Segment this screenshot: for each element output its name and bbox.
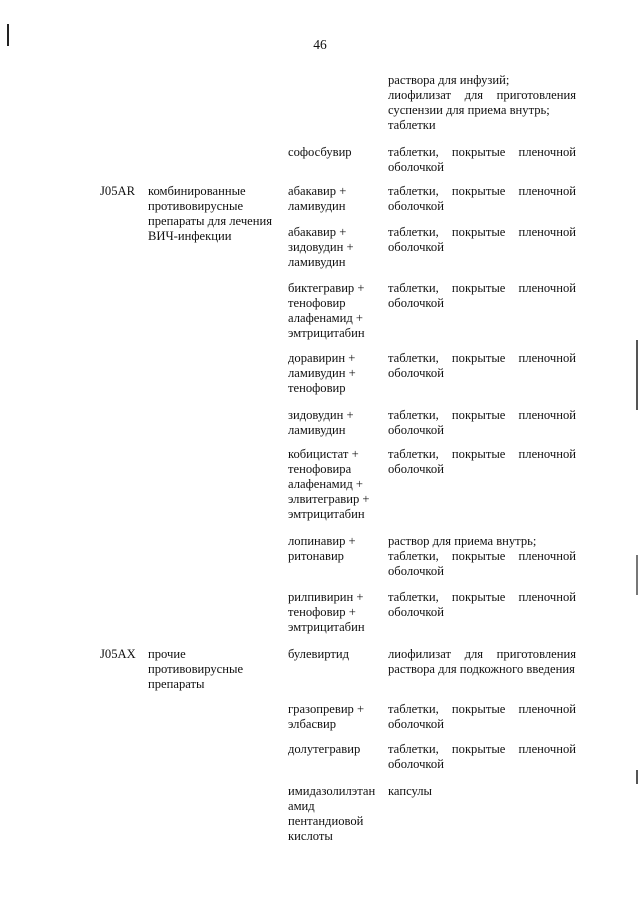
medicine-name: биктегравир + тенофовир алафенамид + эмтрицитабин [288,281,365,340]
medicine-name: софосбувир [288,145,352,159]
dosage-form: раствор для приема внутрь; таблетки, покрытые пленочной оболочкой [388,534,576,578]
medicine-name: лопинавир + ритонавир [288,534,356,563]
atc-group: прочие противовирусные препараты [148,647,244,691]
dosage-form: таблетки, покрытые пленочной оболочкой [388,702,576,731]
medicine-name: абакавир + ламивудин [288,184,347,213]
medicine-name: гразопревир + элбасвир [288,702,365,731]
dosage-form: раствора для инфузий; лиофилизат для приготовления суспензии для приема внутрь; таблетки [388,73,576,132]
medicine-name: имидазолилэтан амид пентандиовой кислоты [288,784,376,843]
dosage-form: таблетки, покрытые пленочной оболочкой [388,447,576,476]
atc-code: J05AX [100,647,136,661]
right-edge-mark [636,770,638,784]
atc-group: комбинированные противовирусные препараты для лечения ВИЧ-инфекции [148,184,273,243]
right-edge-mark [636,340,638,410]
dosage-form: таблетки, покрытые пленочной оболочкой [388,408,576,437]
dosage-form: таблетки, покрытые пленочной оболочкой [388,742,576,771]
dosage-form: таблетки, покрытые пленочной оболочкой [388,281,576,310]
medicine-name: зидовудин + ламивудин [288,408,354,437]
right-edge-mark [636,555,638,595]
medicine-name: доравирин + ламивудин + тенофовир [288,351,356,395]
medicine-name: булевиртид [288,647,350,661]
dosage-form: таблетки, покрытые пленочной оболочкой [388,184,576,213]
medicine-name: долутегравир [288,742,361,756]
dosage-form: таблетки, покрытые пленочной оболочкой [388,351,576,380]
medicine-name: рилпивирин + тенофовир + эмтрицитабин [288,590,365,634]
atc-code: J05AR [100,184,135,198]
medicine-name: кобицистат + тенофовира алафенамид + элвитегравир + эмтрицитабин [288,447,370,521]
page-number: 46 [313,37,327,52]
medicine-name: абакавир + зидовудин + ламивудин [288,225,354,269]
dosage-form: таблетки, покрытые пленочной оболочкой [388,225,576,254]
dosage-form: капсулы [388,784,433,798]
dosage-form: таблетки, покрытые пленочной оболочкой [388,145,576,174]
dosage-form: лиофилизат для приготовления раствора для подкожного введения [388,647,576,676]
dosage-form: таблетки, покрытые пленочной оболочкой [388,590,576,619]
